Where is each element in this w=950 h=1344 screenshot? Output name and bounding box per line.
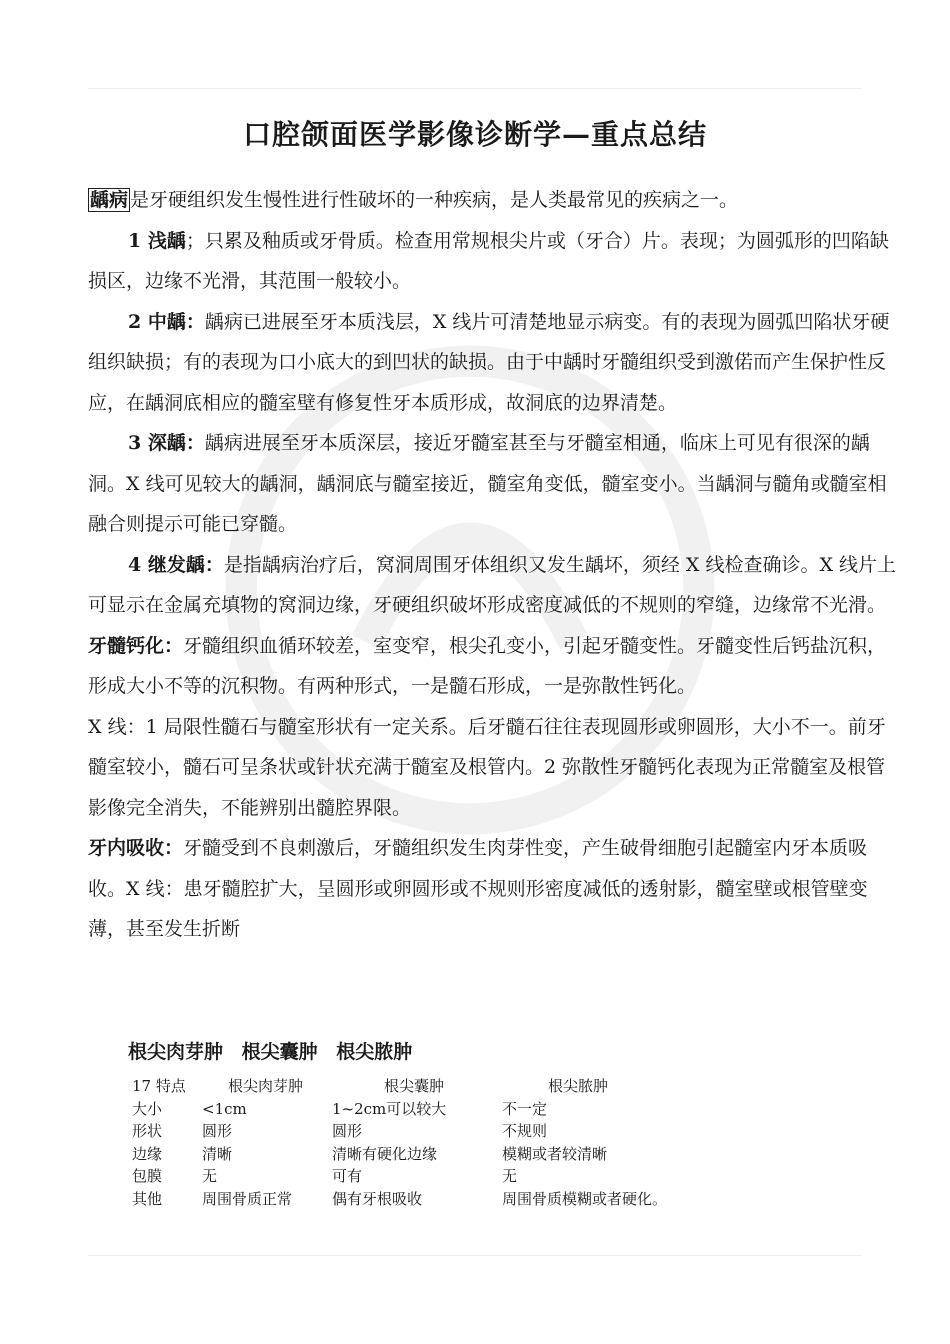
table-cell: 大小	[132, 1099, 163, 1118]
table-cell: <1cm	[202, 1099, 247, 1118]
section-paragraph	[88, 545, 898, 626]
top-rule	[88, 88, 862, 89]
section-paragraph	[88, 423, 898, 545]
table-cell: 其他	[132, 1189, 163, 1208]
table-cell: 可有	[332, 1167, 363, 1185]
page-title: 口腔颌面医学影像诊断学—重点总结	[242, 118, 707, 151]
section-paragraph	[88, 828, 898, 950]
table-row	[132, 1098, 752, 1121]
table-cell: 形状	[132, 1122, 163, 1140]
section-label: 牙髓钙化：	[88, 634, 184, 657]
table-cell: 1~2cm可以较大	[332, 1099, 447, 1118]
table-cell: 根尖肉芽肿	[228, 1077, 304, 1095]
table-cell: 偶有牙根吸收	[332, 1189, 423, 1208]
section-label: 2 中龋：	[128, 310, 205, 333]
section-text: 龋病已进展至牙本质浅层，X 线片可清楚地显示病变。有的表现为圆弧凹陷状牙硬组织缺损；有的表现为口小底大的到凹状的缺损。由于中龋时牙髓组织受到激偌而产生保护性反应，在龋洞底相应的髓室壁有修复性牙本质形成，故洞底的边界清楚。	[88, 310, 890, 414]
table-cell: 圆形	[332, 1122, 363, 1140]
intro-paragraph	[88, 180, 898, 221]
table-cell: 清晰	[202, 1144, 233, 1163]
section-label: 牙内吸收：	[88, 837, 184, 859]
section-paragraph	[88, 302, 898, 424]
table-cell: 边缘	[132, 1144, 163, 1163]
table-cell: 周围骨质正常	[202, 1189, 293, 1208]
table-cell: 清晰有硬化边缘	[332, 1144, 438, 1163]
section-text: 是指龋病治疗后，窝洞周围牙体组织又发生龋坏，须经 X 线检查确诊。X 线片上可显示在金属充填物的窝洞边缘，牙硬组织破坏形成密度减低的不规则的窄缝，边缘常不光滑。	[88, 553, 897, 616]
table-cell: 周围骨质模糊或者硬化。	[502, 1189, 668, 1208]
section-text: 龋病进展至牙本质深层，接近牙髓室甚至与牙髓室相通，临床上可见有很深的龋洞。X 线可见较大的龋洞，龋洞底与髓室接近，髓室角变低，髓室变小。当龋洞与髓角或髓室相融合则提示可能已穿髓。	[88, 432, 887, 535]
table-cell: 17 特点	[132, 1077, 186, 1095]
table-row	[132, 1143, 752, 1166]
section-list	[88, 221, 898, 950]
section-text: 牙髓组织血循环较差，室变窄，根尖孔变小，引起牙髓变性。牙髓变性后钙盐沉积，形成大小不等的沉积物。有两种形式，一是髓石形成，一是弥散性钙化。	[88, 634, 887, 697]
table-cell: 根尖囊肿	[384, 1077, 445, 1095]
lesion-subheading	[128, 1037, 424, 1064]
table-cell: 无	[502, 1167, 518, 1185]
table-cell: 模糊或者较清晰	[502, 1144, 608, 1163]
table-row	[132, 1188, 752, 1211]
section-label: 1 浅龋	[128, 229, 186, 252]
bottom-rule	[88, 1255, 862, 1256]
section-label: 3 深龋：	[128, 432, 205, 454]
section-paragraph	[88, 626, 898, 707]
comparison-table	[132, 1075, 752, 1210]
table-row	[132, 1075, 752, 1098]
section-paragraph	[88, 707, 898, 829]
intro-term: 龋病	[90, 189, 129, 211]
section-text: X 线：1 局限性髓石与髓室形状有一定关系。后牙髓石往往表现圆形或卵圆形，大小不一。前牙髓室较小，髓石可呈条状或针状充满于髓室及根管内。2 弥散性牙髓钙化表现为正常髓室及根管影像完全消失，不能辨别出髓腔界限。	[88, 715, 886, 819]
table-cell: 根尖脓肿	[548, 1077, 609, 1095]
section-label: 4 继发龋：	[128, 553, 224, 576]
table-cell: 无	[202, 1167, 218, 1185]
table-cell: 不一定	[502, 1099, 548, 1118]
subheading-item: 根尖肉芽肿	[128, 1041, 224, 1063]
table-cell: 圆形	[202, 1122, 233, 1140]
subheading-item: 根尖脓肿	[336, 1041, 413, 1063]
table-row	[132, 1120, 752, 1143]
table-cell: 包膜	[132, 1167, 163, 1185]
document-body	[88, 180, 898, 950]
subheading-item: 根尖囊肿	[241, 1041, 318, 1063]
section-text: 牙髓受到不良刺激后，牙髓组织发生肉芽性变，产生破骨细胞引起髓室内牙本质吸收。X 线：患牙髓腔扩大，呈圆形或卵圆形或不规则形密度减低的透射影，髓室壁或根管壁变薄，甚至发生折断	[88, 837, 868, 940]
table-row	[132, 1165, 752, 1188]
section-text: ；只累及釉质或牙骨质。检查用常规根尖片或（牙合）片。表现；为圆弧形的凹陷缺损区，边缘不光滑，其范围一般较小。	[88, 229, 889, 292]
section-paragraph	[88, 221, 898, 302]
intro-text: 是牙硬组织发生慢性进行性破坏的一种疾病，是人类最常见的疾病之一。	[130, 189, 739, 211]
table-cell: 不规则	[502, 1122, 548, 1140]
